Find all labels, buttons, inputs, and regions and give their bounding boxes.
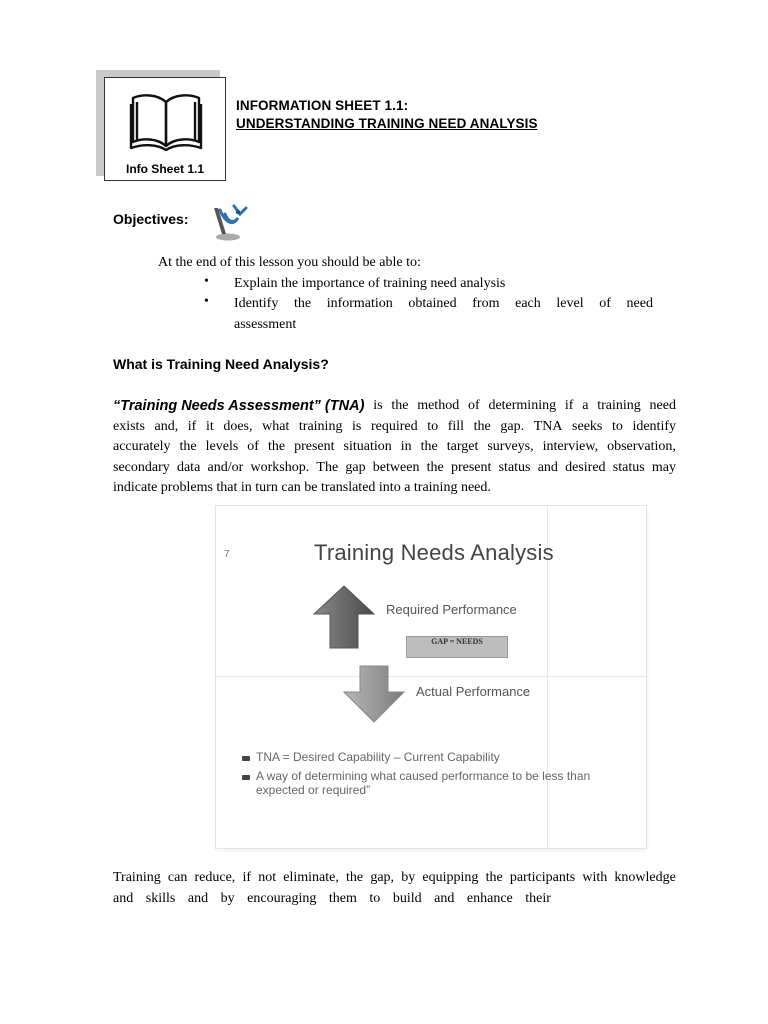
word: the xyxy=(473,418,491,434)
open-book-icon xyxy=(129,90,203,152)
bullet-dot xyxy=(242,756,250,761)
word: information xyxy=(326,296,393,311)
paragraph-line xyxy=(113,458,676,479)
word: present xyxy=(450,459,492,475)
word: desired xyxy=(565,459,606,475)
word: can xyxy=(167,870,188,885)
closing-paragraph xyxy=(113,868,676,909)
word: determining xyxy=(488,398,557,413)
word: it xyxy=(205,418,214,434)
required-performance-label: Required Performance xyxy=(386,602,517,617)
word: status xyxy=(612,459,645,475)
word: the xyxy=(293,296,312,311)
word: situation xyxy=(343,439,392,454)
objective-item-line: assessment xyxy=(234,317,297,332)
tna-diagram xyxy=(216,506,646,848)
word: by xyxy=(401,870,416,885)
badge-caption: Info Sheet 1.1 xyxy=(125,162,205,176)
word: the xyxy=(485,870,503,885)
word: Identify xyxy=(234,296,279,311)
word: need xyxy=(649,398,676,413)
word: their xyxy=(525,890,551,906)
word: does, xyxy=(223,418,253,434)
word: the xyxy=(267,439,286,454)
word: level xyxy=(556,296,584,311)
word: interview, xyxy=(542,439,599,454)
word: and/or xyxy=(207,459,244,475)
objectives-label: Objectives: xyxy=(113,211,189,227)
diagram-title: Training Needs Analysis xyxy=(314,540,554,565)
word: the xyxy=(179,439,197,454)
bullet-dot: • xyxy=(204,294,209,309)
sheet-title: INFORMATION SHEET 1.1: xyxy=(236,98,409,113)
paragraph-line xyxy=(113,889,551,910)
word: the xyxy=(420,439,438,454)
word: not xyxy=(258,870,277,885)
word: gap. xyxy=(500,418,525,434)
tna-term: “Training Needs Assessment” (TNA) xyxy=(113,398,365,414)
word: and xyxy=(187,890,209,906)
word: equipping xyxy=(422,870,479,885)
word: from xyxy=(472,296,500,311)
word: in xyxy=(400,439,412,454)
word: reduce, xyxy=(194,870,236,885)
word: with xyxy=(582,870,608,885)
word: secondary xyxy=(113,459,170,475)
objective-item: Explain the importance of training need analysis xyxy=(234,276,506,291)
word: what xyxy=(262,418,290,434)
word: is xyxy=(373,398,383,413)
section-heading: What is Training Need Analysis? xyxy=(113,356,329,372)
word: a xyxy=(582,398,589,413)
word: The xyxy=(316,459,339,475)
word: participants xyxy=(509,870,576,885)
info-sheet-badge xyxy=(104,77,226,181)
word: is xyxy=(352,418,362,434)
word: and, xyxy=(154,418,179,434)
word: the xyxy=(346,870,364,885)
word: need xyxy=(626,296,653,311)
paragraph-line xyxy=(113,437,676,458)
word: target xyxy=(446,439,479,454)
word: may xyxy=(651,459,676,475)
word: of xyxy=(467,398,480,413)
objective-item xyxy=(234,293,653,335)
paragraph-line xyxy=(113,868,676,889)
word: obtained xyxy=(408,296,457,311)
bullet-dot xyxy=(242,775,250,780)
word: data xyxy=(176,459,201,475)
grid-line xyxy=(216,676,646,677)
word: and xyxy=(537,459,558,475)
word: encouraging xyxy=(247,890,317,906)
diagram-bullet: A way of determining what caused performance to be less than expected or required” xyxy=(256,769,591,797)
word: gap, xyxy=(370,870,395,885)
objective-item-line xyxy=(234,293,653,314)
word: knowledge xyxy=(614,870,676,885)
paragraph-line xyxy=(113,396,676,417)
word: training xyxy=(298,418,343,434)
word: to xyxy=(611,418,623,434)
word: observation, xyxy=(607,439,676,454)
slide-number: 7 xyxy=(224,549,230,560)
word: TNA xyxy=(533,418,563,434)
word: exists xyxy=(113,418,145,434)
word: of xyxy=(247,439,259,454)
gap-needs-box: GAP = NEEDS xyxy=(406,636,508,658)
word: if xyxy=(187,418,197,434)
objectives-intro: At the end of this lesson you should be able to: xyxy=(158,255,421,270)
word: each xyxy=(515,296,541,311)
definition-paragraph xyxy=(113,396,676,499)
target-check-icon xyxy=(208,204,248,242)
word: if xyxy=(242,870,252,885)
word: the xyxy=(426,459,444,475)
up-arrow-icon xyxy=(312,584,376,650)
word: gap xyxy=(345,459,366,475)
word: eliminate, xyxy=(283,870,339,885)
word: surveys, xyxy=(487,439,534,454)
down-arrow-icon xyxy=(342,664,406,724)
word: Training xyxy=(113,870,161,885)
word: between xyxy=(372,459,420,475)
paragraph-line xyxy=(113,417,676,438)
word: build xyxy=(392,890,422,906)
paragraph-line: indicate problems that in turn can be translated into a training need. xyxy=(113,480,491,495)
word: and xyxy=(434,890,455,906)
sheet-subtitle: UNDERSTANDING TRAINING NEED ANALYSIS xyxy=(236,116,538,131)
word: required xyxy=(370,418,418,434)
word: by xyxy=(220,890,235,906)
word: identify xyxy=(632,418,676,434)
word: accurately xyxy=(113,439,171,454)
word: fill xyxy=(447,418,465,434)
word: the xyxy=(391,398,409,413)
word: of xyxy=(599,296,611,311)
word: skills xyxy=(145,890,176,906)
word: status xyxy=(498,459,531,475)
word: to xyxy=(427,418,439,434)
word: seeks xyxy=(572,418,603,434)
word: method xyxy=(417,398,460,413)
word: enhance xyxy=(466,890,513,906)
word: levels xyxy=(205,439,239,454)
diagram-bullet: TNA = Desired Capability – Current Capability xyxy=(256,750,500,764)
word: present xyxy=(294,439,335,454)
word: them xyxy=(328,890,357,906)
word: workshop. xyxy=(250,459,310,475)
word: to xyxy=(369,890,381,906)
word: training xyxy=(597,398,641,413)
actual-performance-label: Actual Performance xyxy=(416,684,531,699)
word: and xyxy=(113,890,134,906)
word: if xyxy=(564,398,574,413)
bullet-dot: • xyxy=(204,274,209,289)
